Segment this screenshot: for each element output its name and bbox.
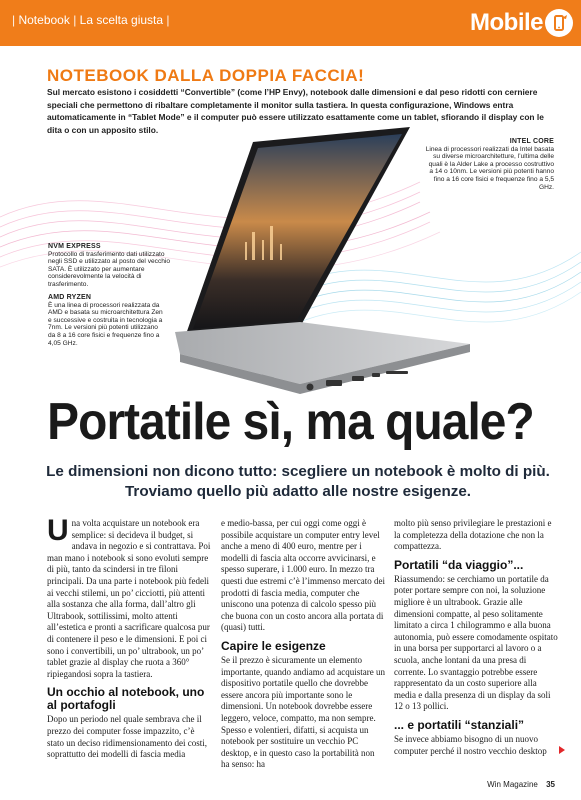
subheading: Un occhio al notebook, uno al portafogli: [47, 685, 205, 713]
separator: |: [12, 13, 16, 27]
continue-arrow-icon: [559, 746, 565, 754]
article-headline: Portatile sì, ma quale?: [47, 393, 534, 451]
separator: |: [73, 13, 77, 27]
subheading: Capire le esigenze: [221, 638, 326, 653]
paragraph: molto più senso privilegiare le prestazioni e la completezza della dotazione che non la compattezza.: [394, 518, 552, 552]
subheading: Portatili “da viaggio”...: [394, 557, 524, 572]
paragraph: [47, 514, 211, 680]
dropcap: U: [47, 514, 69, 547]
article-column-3: [394, 518, 558, 757]
kicker-title: NOTEBOOK DALLA DOPPIA FACCIA!: [47, 66, 365, 85]
subheading: ... e portatili “stanziali”: [394, 717, 525, 732]
section-breadcrumb: [12, 13, 170, 27]
annotation-title: AMD RYZEN: [48, 294, 92, 301]
annotation-text: Protocollo di trasferimento dati utilizzato negli SSD e utilizzato al posto del vecchio SATA. È utilizzato per aumentare considerevolmente la velocità di trasferimento.: [48, 250, 171, 288]
paragraph-text: na volta acquistare un notebook era semplice: si decideva il budget, si andava in negozio e si contrattava. Poi man mano i notebook si sono evoluti sempre di più, tanto da scindersi in tre filoni principali. Da una parte i notebook più fedeli ai vecchi stilemi, un po’ cicciotti, più attenti alla sostanza che alla forma, dall’altro gli Ultrabook, sottilissimi, molto attenti all’estetica e pronti a sacrificare qualcosa pur di contenere il peso e le dimensioni. E poi ci sono i convertibili, un po’ ultrabook, un po’ tablet grazie al display che ruota a 360° ripiegandosi sopra la tastiera.: [47, 518, 211, 679]
mobile-logo: [470, 6, 573, 40]
page-footer: [487, 780, 555, 789]
paragraph: Se il prezzo è sicuramente un elemento importante, quando andiamo ad acquistare un dispositivo portatile quello che dovrebbe essere ancora più importante sono le dimensioni. Un notebook dovrebbe essere leggero, veloce, compatto, ma non sempre. Spesso e volentieri, difatti, si acquista un notebook per sostituire un vecchio PC desktop, e in questo caso la portabilità non ha senso: ha: [221, 654, 385, 770]
annotation-text: Linea di processori realizzati da Intel basata su diverse microarchitetture, l’ultima delle quali è la Alder Lake a processo costruttivo a 14 o 10nm. Le versioni più potenti hanno fino a 16 core fisici e frequenze fino a 5,5 GHz.: [425, 145, 554, 191]
paragraph: Dopo un periodo nel quale sembrava che il prezzo dei computer fosse impazzito, c’è stato un deciso ridimensionamento dei costi, soprattutto dei modelli di fascia media: [47, 714, 207, 760]
section-tagline: La scelta giusta: [79, 13, 164, 27]
phone-wrench-icon: [545, 9, 573, 37]
brand-word: Mobile: [470, 9, 543, 36]
paragraph: Se invece abbiamo bisogno di un nuovo computer perché il nostro vecchio desktop: [394, 733, 547, 756]
kicker-text: Sul mercato esistono i cosiddetti “Convertible” (come l’HP Envy), notebook dalle dimensioni e dal peso ridotti con cerniere speciali che permettono di ribaltare completamente il monitor sulla tastiera. In questa configurazione, Windows entra automaticamente in “Tablet Mode” e il computer può essere utilizzato esattamente come un tablet, sfiorando il display con le dita o con un apposito stilo.: [47, 87, 544, 135]
annotation-intel-core: [424, 138, 554, 191]
annotation-title: INTEL CORE: [509, 138, 554, 145]
annotation-nvm-express: [48, 243, 173, 289]
separator: |: [166, 13, 170, 27]
article-column-1: [47, 514, 211, 761]
paragraph: e medio-bassa, per cui oggi come oggi è possibile acquistare un computer entry level anche a meno di 400 euro, mentre per i modelli di fascia alta occorre avvicinarsi, e spesso superare, i 1.000 euro. In mezzo tra questi due estremi c’è l’immenso mercato dei prodotti di fascia media, computer che uniscono una potenza di calcolo spesso più che buona con un costo ancora alla portata di (quasi) tutti.: [221, 518, 385, 633]
magazine-name: Win Magazine: [487, 780, 538, 789]
page-number: 35: [546, 780, 555, 789]
header-bar: [0, 0, 581, 46]
article-column-2: [221, 518, 385, 771]
article-deck: Le dimensioni non dicono tutto: scegliere un notebook è molto di più. Troviamo quello più adatto alle nostre esigenze.: [46, 463, 550, 500]
section-label: Notebook: [18, 13, 70, 27]
annotation-text: È una linea di processori realizzata da AMD e basata su microarchitettura Zen e successive e costruita in tecnologia a 7nm. Le versioni più potenti utilizzano da 8 a 16 core fisici e frequenze fino a 4,05 GHz.: [48, 301, 163, 347]
annotation-title: NVM EXPRESS: [48, 243, 101, 250]
paragraph: Riassumendo: se cerchiamo un portatile da poter portare sempre con noi, la soluzione migliore è un ultrabook. Grazie alle dimensioni compatte, al peso solitamente limitato a circa 1 chilogrammo e alla buona autonomia, può essere comodamente ospitato in una borsa per supportarci al lavoro o a scuola, anche lontani da una presa di corrente. Lo svantaggio potrebbe essere rappresentato da un costo superiore alla media e dalla presenza di un display da soli 12 o 13 pollici.: [394, 573, 558, 712]
annotation-amd-ryzen: [48, 294, 166, 347]
